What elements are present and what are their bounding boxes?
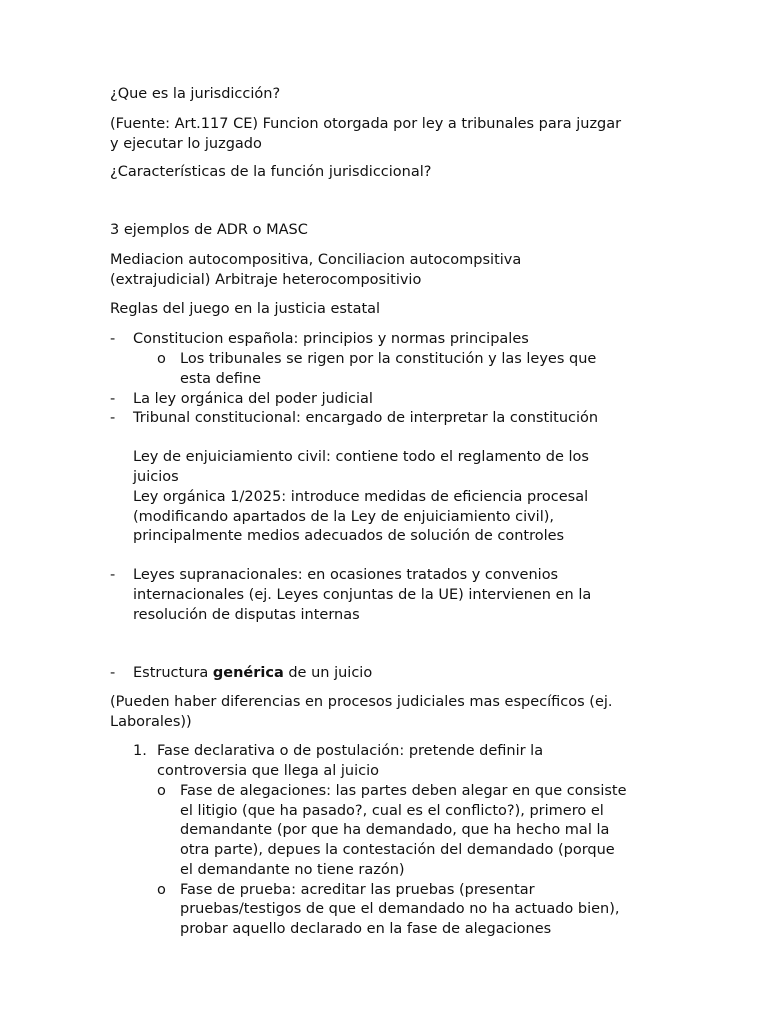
estructura-bold: genérica (212, 665, 284, 681)
lo-2025-line: Ley orgánica 1/2025: introduce medidas de eficiencia procesal (133, 489, 589, 505)
circle-bullet: o (157, 882, 166, 898)
dash-bullet: - (110, 410, 116, 426)
supranacionales-line: internacionales (ej. Leyes conjuntas de la UE) intervienen en la (133, 587, 592, 603)
lo-2025-line: (modificando apartados de la Ley de enjuiciamiento civil), (133, 509, 555, 525)
estructura-pre: Estructura (133, 665, 213, 681)
circle-bullet: o (157, 351, 166, 367)
list-item-tribunal: Tribunal constitucional: encargado de interpretar la constitución (133, 410, 599, 426)
answer-line: y ejecutar lo juzgado (110, 136, 262, 152)
estructura-post: de un juicio (283, 665, 373, 681)
supranacionales-line: Leyes supranacionales: en ocasiones tratados y convenios (133, 567, 559, 583)
list-number: 1. (133, 743, 147, 759)
prueba-line: pruebas/testigos de que el demandado no ha actuado bien), (180, 901, 620, 917)
dash-bullet: - (110, 665, 116, 681)
sub-item-line: esta define (180, 371, 262, 387)
alegaciones-line: Fase de alegaciones: las partes deben alegar en que consiste (180, 783, 627, 799)
diferencias-line: (Pueden haber diferencias en procesos judiciales mas específicos (ej. (110, 694, 613, 710)
list-item-ley-organica: La ley orgánica del poder judicial (133, 391, 373, 407)
alegaciones-line: el demandante no tiene razón) (180, 862, 405, 878)
dash-bullet: - (110, 567, 116, 583)
answer-line: (Fuente: Art.117 CE) Funcion otorgada por ley a tribunales para juzgar (110, 116, 622, 132)
question-jurisdiccion: ¿Que es la jurisdicción? (110, 86, 281, 102)
question-caracteristicas: ¿Características de la función jurisdiccional? (110, 164, 432, 180)
diferencias-line: Laborales)) (110, 714, 192, 730)
dash-bullet: - (110, 331, 116, 347)
estructura-heading (133, 663, 372, 683)
sub-item-line: Los tribunales se rigen por la constitución y las leyes que (180, 351, 597, 367)
dash-bullet: - (110, 391, 116, 407)
adr-text-line: (extrajudicial) Arbitraje heterocompositivio (110, 272, 422, 288)
adr-text-line: Mediacion autocompositiva, Conciliacion autocompsitiva (110, 252, 522, 268)
prueba-line: probar aquello declarado en la fase de alegaciones (180, 921, 552, 937)
reglas-title: Reglas del juego en la justicia estatal (110, 301, 381, 317)
fase-declarativa-line: Fase declarativa o de postulación: pretende definir la (157, 743, 544, 759)
lo-2025-line: principalmente medios adecuados de solución de controles (133, 528, 565, 544)
list-item-constitucion: Constitucion española: principios y normas principales (133, 331, 529, 347)
alegaciones-line: otra parte), depues la contestación del demandado (porque (180, 842, 615, 858)
alegaciones-line: demandante (por que ha demandado, que ha hecho mal la (180, 822, 610, 838)
lec-line: Ley de enjuiciamiento civil: contiene todo el reglamento de los (133, 449, 589, 465)
lec-line: juicios (133, 469, 179, 485)
alegaciones-line: el litigio (que ha pasado?, cual es el conflicto?), primero el (180, 803, 604, 819)
prueba-line: Fase de prueba: acreditar las pruebas (presentar (180, 882, 535, 898)
fase-declarativa-line: controversia que llega al juicio (157, 763, 380, 779)
circle-bullet: o (157, 783, 166, 799)
supranacionales-line: resolución de disputas internas (133, 607, 360, 623)
adr-title: 3 ejemplos de ADR o MASC (110, 222, 308, 238)
